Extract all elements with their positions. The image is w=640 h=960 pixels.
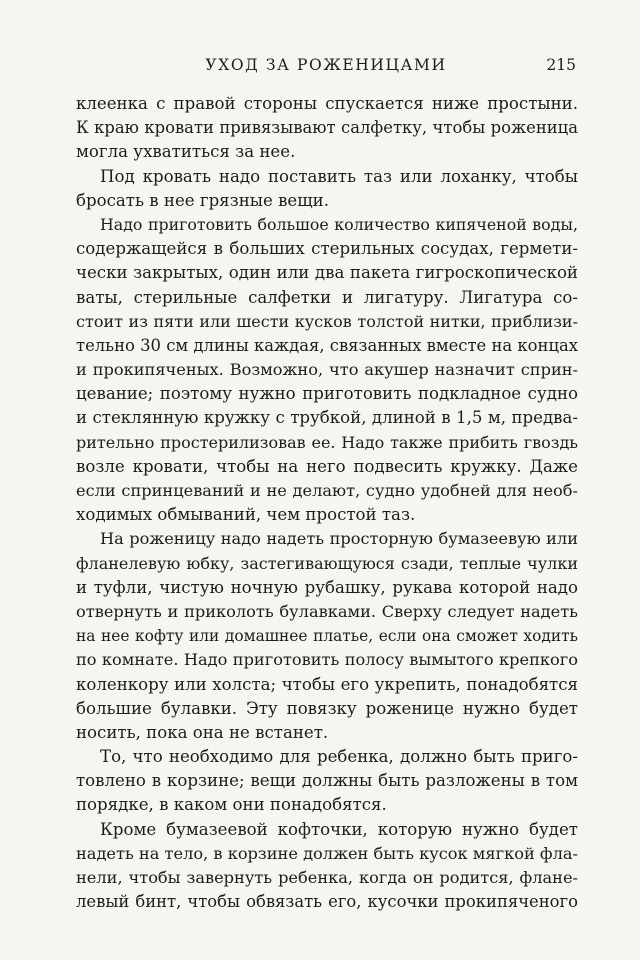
text-line: чески закрытых, один или два пакета гигроскопической: [76, 263, 578, 283]
text-line: порядке, в каком они понадобятся.: [76, 795, 387, 815]
text-line: могла ухватиться за нее.: [76, 142, 296, 162]
text-line: и стеклянную кружку с трубкой, длиной в 1,5 м, предва-: [76, 408, 578, 428]
text-line: носить, пока она не встанет.: [76, 722, 329, 742]
text-line: товлено в корзине; вещи должны быть разложены в том: [76, 771, 578, 791]
text-line: содержащейся в больших стерильных сосудах, гермети-: [76, 239, 578, 259]
running-title: УХОД ЗА РОЖЕНИЦАМИ: [205, 56, 447, 74]
text-line: Под кровать надо поставить таз или лоханку, чтобы: [100, 166, 578, 186]
text-line: тельно 30 см длины каждая, связанных вместе на концах: [76, 335, 578, 355]
text-line: и туфли, чистую ночную рубашку, рукава которой надо: [76, 577, 578, 597]
body-text: [76, 92, 578, 914]
running-head: [76, 54, 576, 78]
text-line: Кроме бумазеевой кофточки, которую нужно будет: [100, 819, 578, 839]
text-line: бросать в нее грязные вещи.: [76, 190, 329, 210]
text-line: возле кровати, чтобы на него подвесить кружку. Даже: [76, 456, 578, 476]
text-line: на нее кофту или домашнее платье, если она сможет ходить: [76, 627, 578, 646]
text-line: если спринцеваний и не делают, судно удобней для необ-: [76, 481, 578, 500]
text-line: фланелевую юбку, застегивающуюся сзади, теплые чулки: [76, 553, 578, 573]
text-line: клеенка с правой стороны спускается ниже простыни.: [76, 94, 578, 113]
text-line: большие булавки. Эту повязку роженице нужно будет: [76, 698, 578, 718]
text-line: коленкору или холста; чтобы его укрепить, понадобятся: [76, 674, 578, 694]
text-line: ходимых обмываний, чем простой таз.: [76, 505, 416, 525]
text-line: левый бинт, чтобы обвязать его, кусочки прокипяченого: [76, 892, 578, 912]
text-line: цевание; поэтому нужно приготовить подкладное судно: [76, 384, 578, 404]
text-line: по комнате. Надо приготовить полосу вымытого крепкого: [76, 650, 578, 670]
text-line: На роженицу надо надеть просторную бумазеевую или: [100, 529, 578, 549]
text-line: К краю кровати привязывают салфетку, чтобы роженица: [76, 118, 578, 138]
text-line: ваты, стерильные салфетки и лигатуру. Лигатура со-: [76, 287, 578, 307]
text-line: Надо приготовить большое количество кипяченой воды,: [100, 214, 578, 234]
text-line: нели, чтобы завернуть ребенка, когда он родится, флане-: [76, 868, 578, 887]
text-line: То, что необходимо для ребенка, должно быть приго-: [100, 747, 578, 767]
text-line: надеть на тело, в корзине должен быть кусок мягкой фла-: [76, 843, 578, 863]
text-line: стоит из пяти или шести кусков толстой нитки, приблизи-: [76, 311, 578, 331]
page-number: 215: [546, 56, 576, 74]
text-line: и прокипяченых. Возможно, что акушер назначит сприн-: [76, 360, 578, 380]
text-line: отвернуть и приколоть булавками. Сверху следует надеть: [76, 601, 578, 621]
text-line: рительно простерилизовав ее. Надо также прибить гвоздь: [76, 432, 578, 452]
